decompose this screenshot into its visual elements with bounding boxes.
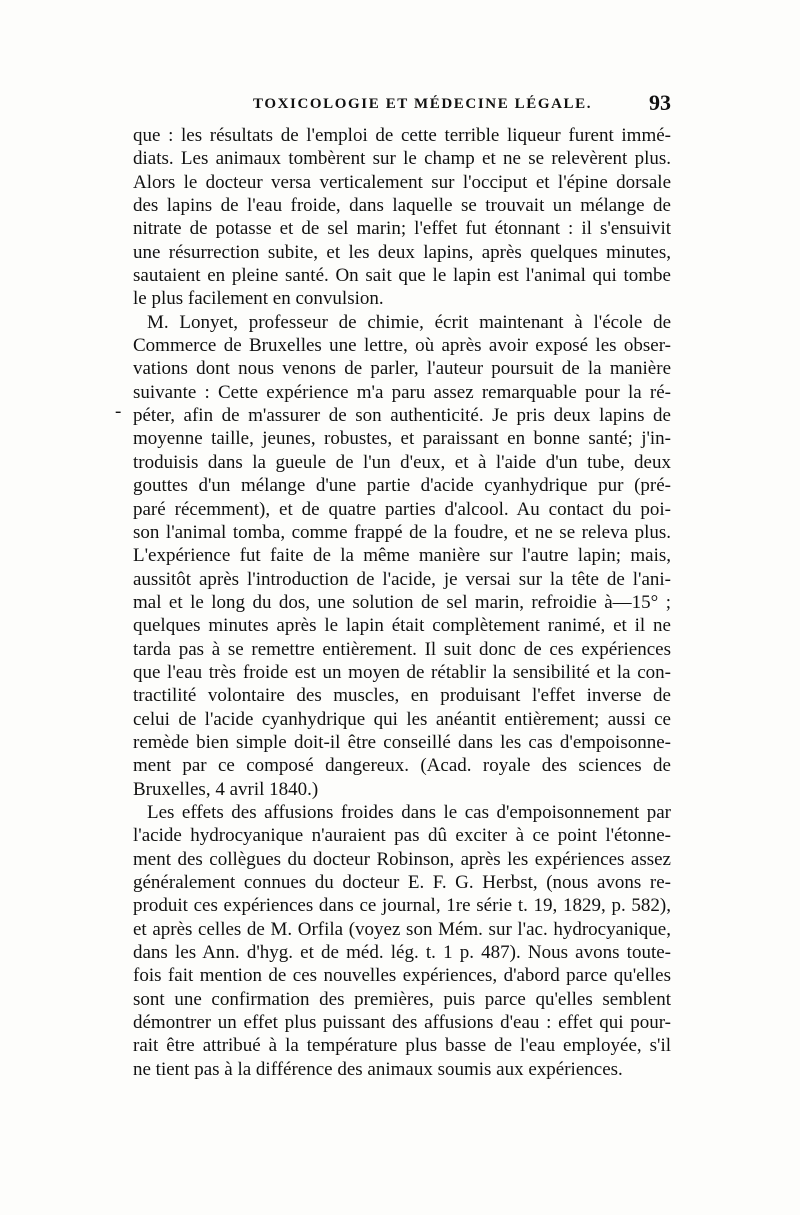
text-line: fois fait mention de ces nouvelles expériences, d'abord parce qu'elles bbox=[133, 965, 671, 987]
text-line: quelques minutes après le lapin était complètement ranimé, et il ne bbox=[133, 615, 671, 637]
text-line: tarda pas à se remettre entièrement. Il suit donc de ces expériences bbox=[133, 638, 671, 660]
text-line: tractilité volontaire des muscles, en produisant l'effet inverse de bbox=[133, 685, 671, 707]
text-line: péter, afin de m'assurer de son authenticité. Je pris deux lapins de bbox=[133, 405, 671, 427]
text-line: Les effets des affusions froides dans le cas d'empoisonnement par bbox=[147, 801, 671, 823]
text-line: ne tient pas à la différence des animaux soumis aux expériences. bbox=[133, 1058, 623, 1080]
text-line: Commerce de Bruxelles une lettre, où après avoir exposé les obser- bbox=[133, 335, 671, 357]
text-line: troduisis dans la gueule de l'un d'eux, et à l'aide d'un tube, deux bbox=[133, 451, 671, 473]
text-line: le plus facilement en convulsion. bbox=[133, 288, 384, 310]
running-head: TOXICOLOGIE ET MÉDECINE LÉGALE. bbox=[253, 96, 593, 112]
text-line: rait être attribué à la température plus basse de l'eau employée, s'il bbox=[133, 1035, 671, 1057]
text-line: vations dont nous venons de parler, l'auteur poursuit de la manière bbox=[133, 358, 671, 380]
text-line: que : les résultats de l'emploi de cette terrible liqueur furent immé- bbox=[133, 125, 671, 146]
text-line: produit ces expériences dans ce journal, 1re série t. 19, 1829, p. 582), bbox=[133, 895, 671, 917]
body-text bbox=[133, 124, 671, 1081]
text-line: moyenne taille, jeunes, robustes, et paraissant en bonne santé; j'in- bbox=[133, 428, 671, 450]
text-line: diats. Les animaux tombèrent sur le champ et ne se relevèrent plus. bbox=[133, 148, 671, 170]
text-line: gouttes d'un mélange d'une partie d'acide cyanhydrique pur (pré- bbox=[133, 475, 671, 497]
text-line: ment par ce composé dangereux. (Acad. royale des sciences de bbox=[133, 755, 671, 777]
page-header bbox=[133, 90, 671, 122]
text-line: des lapins de l'eau froide, dans laquelle se trouvait un mélange de bbox=[133, 195, 671, 217]
text-line: et après celles de M. Orfila (voyez son Mém. sur l'ac. hydrocyanique, bbox=[133, 918, 671, 940]
text-line: sont une confirmation des premières, puis parce qu'elles semblent bbox=[133, 988, 671, 1010]
text-line: celui de l'acide cyanhydrique qui les anéantit entièrement; aussi ce bbox=[133, 708, 671, 730]
text-line: que l'eau très froide est un moyen de rétablir la sensibilité et la con- bbox=[133, 661, 671, 683]
text-line: l'acide hydrocyanique n'auraient pas dû exciter à ce point l'étonne- bbox=[133, 825, 671, 847]
margin-mark: - bbox=[115, 401, 122, 422]
text-line: généralement connues du docteur E. F. G. Herbst, (nous avons re- bbox=[133, 872, 671, 893]
text-line: son l'animal tomba, comme frappé de la foudre, et ne se releva plus. bbox=[133, 521, 671, 543]
text-line: aussitôt après l'introduction de l'acide, je versai sur la tête de l'ani- bbox=[133, 568, 671, 590]
text-line: remède bien simple doit-il être conseillé dans les cas d'empoisonne- bbox=[133, 731, 671, 753]
page-number: 93 bbox=[649, 90, 671, 115]
text-line: paré récemment), et de quatre parties d'alcool. Au contact du poi- bbox=[133, 498, 671, 520]
text-line: Alors le docteur versa verticalement sur l'occiput et l'épine dorsale bbox=[133, 171, 671, 193]
text-line: sautaient en pleine santé. On sait que le lapin est l'animal qui tombe bbox=[133, 265, 671, 287]
text-line: nitrate de potasse et de sel marin; l'effet fut étonnant : il s'ensuivit bbox=[133, 218, 671, 240]
text-line: dans les Ann. d'hyg. et de méd. lég. t. 1 p. 487). Nous avons toute- bbox=[133, 942, 671, 964]
text-line: L'expérience fut faite de la même manière sur l'autre lapin; mais, bbox=[133, 545, 671, 567]
text-line: suivante : Cette expérience m'a paru assez remarquable pour la ré- bbox=[133, 381, 671, 403]
text-line: ment des collègues du docteur Robinson, après les expériences assez bbox=[133, 848, 671, 870]
text-line: une résurrection subite, et les deux lapins, après quelques minutes, bbox=[133, 241, 671, 263]
text-line: mal et le long du dos, une solution de sel marin, refroidie à—15° ; bbox=[133, 591, 671, 613]
text-line: démontrer un effet plus puissant des affusions d'eau : effet qui pour- bbox=[133, 1012, 671, 1034]
text-line: Bruxelles, 4 avril 1840.) bbox=[133, 778, 319, 800]
text-line: M. Lonyet, professeur de chimie, écrit maintenant à l'école de bbox=[147, 311, 671, 333]
